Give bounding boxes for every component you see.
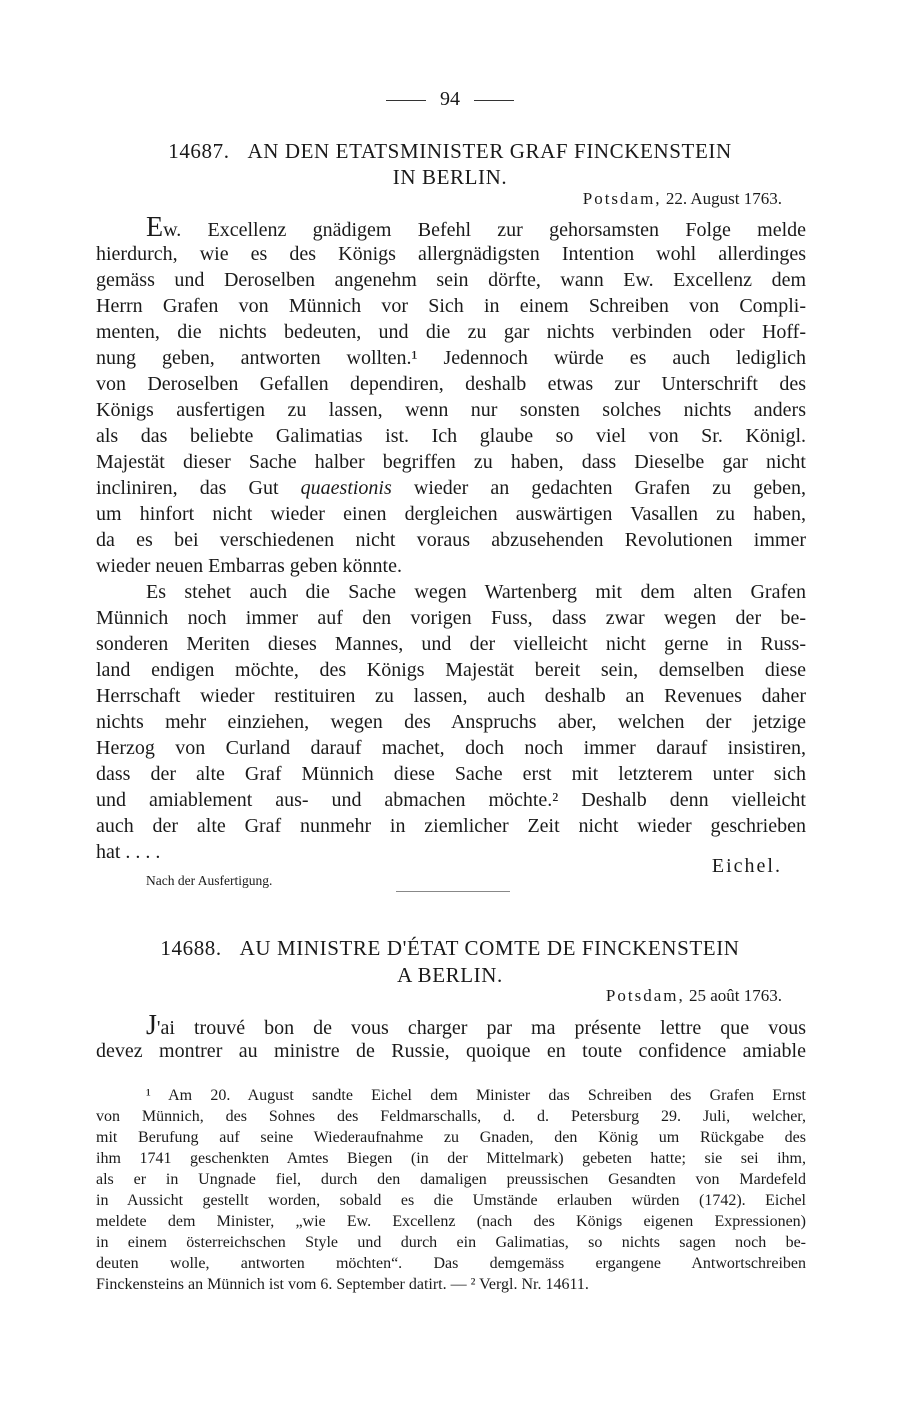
page-number-dash-left: [386, 100, 426, 101]
doc2-number: 14688.: [160, 936, 222, 960]
footnote-line-2: von Münnich, des Sohnes des Feldmarschalls, d. d. Petersburg 29. Juli, welcher,: [96, 1108, 806, 1125]
doc1-heading-line1: [0, 139, 900, 164]
doc1-body-line-5: menten, die nichts bedeuten, und die zu gar nichts verbinden oder Hoff-: [96, 321, 806, 343]
section-separator: [396, 891, 510, 892]
doc1-body-line-21: Herzog von Curland darauf machet, doch noch immer darauf insistiren,: [96, 737, 806, 759]
doc1-body-line-3: gemäss und Deroselben angenehm sein dörfte, wann Ew. Excellenz dem: [96, 269, 806, 291]
doc1-place: Potsdam,: [582, 189, 662, 208]
doc1-date: 22. August 1763.: [665, 189, 782, 208]
doc2-heading-line1: [0, 936, 900, 961]
doc2-body-line-1: J'ai trouvé bon de vous charger par ma présente lettre que vous: [146, 1010, 806, 1041]
footnote-line-7: meldete dem Minister, „wie Ew. Excellenz (nach des Königs eigenen Expressionen): [96, 1213, 806, 1230]
doc2-date: 25 août 1763.: [688, 986, 782, 1005]
doc1-body-line-20: nichts mehr einziehen, wegen des Anspruchs aber, welchen der jetzige: [96, 711, 806, 733]
doc1-body-line-13: da es bei verschiedenen nicht voraus abzusehenden Revolutionen immer: [96, 529, 806, 551]
doc1-initial: E: [146, 212, 164, 243]
doc1-body-line-14: wieder neuen Embarras geben könnte.: [96, 555, 402, 577]
footnote-line-3: mit Berufung auf seine Wiederaufnahme zu Gnaden, den König um Rückgabe des: [96, 1129, 806, 1146]
doc1-title-line2: IN BERLIN.: [392, 165, 508, 189]
doc1-body-line-18: land endigen möchte, des Königs Majestät bereit sein, demselben diese: [96, 659, 806, 681]
doc2-initial: J: [146, 1010, 157, 1041]
doc1-signature: Eichel.: [711, 855, 782, 877]
footnote-line-6: in Aussicht gestellt worden, sobald es die Umstände erlauben würden (1742). Eichel: [96, 1192, 806, 1209]
footnote-line-1: ¹ Am 20. August sandte Eichel dem Minister das Schreiben des Grafen Ernst: [146, 1087, 806, 1104]
page-number-dash-right: [474, 100, 514, 101]
footnote-line-9: deuten wolle, antworten möchten“. Das demgemäss ergangene Antwortschreiben: [96, 1255, 806, 1272]
doc2-title-line1: AU MINISTRE D'ÉTAT COMTE DE FINCKENSTEIN: [239, 936, 740, 960]
doc1-body-line-15: Es stehet auch die Sache wegen Wartenberg mit dem alten Grafen: [146, 581, 806, 603]
doc1-body-line-1: Ew. Excellenz gnädigem Befehl zur gehorsamsten Folge melde: [146, 212, 806, 243]
doc1-source-note: Nach der Ausfertigung.: [146, 873, 273, 888]
doc1-body-line-8: Königs ausfertigen zu lassen, wenn nur sonsten solches nichts anders: [96, 399, 806, 421]
doc2-title-line2: A BERLIN.: [397, 963, 503, 987]
doc1-body-line-22: dass der alte Graf Münnich diese Sache erst mit letzterem unter sich: [96, 763, 806, 785]
doc1-body-line-25: hat . . . .: [96, 841, 161, 863]
doc1-body-line-9: als das beliebte Galimatias ist. Ich glaube so viel von Sr. Königl.: [96, 425, 806, 447]
doc1-body-line-17: sonderen Meriten dieses Mannes, und der vielleicht nicht gerne in Russ-: [96, 633, 806, 655]
doc1-body-line-7: von Deroselben Gefallen dependiren, deshalb etwas zur Unterschrift des: [96, 373, 806, 395]
doc2-place-date: [606, 986, 782, 1006]
doc1-body-line-10: Majestät dieser Sache halber begriffen zu haben, dass Dieselbe gar nicht: [96, 451, 806, 473]
page-number: 94: [0, 88, 900, 111]
doc1-number: 14687.: [168, 139, 230, 163]
doc1-body-line-16: Münnich noch immer auf den vorigen Fuss, dass zwar wegen der be-: [96, 607, 806, 629]
doc1-body-line-6: nung geben, antworten wollten.¹ Jedennoch würde es auch lediglich: [96, 347, 806, 369]
footnote-line-4: ihm 1741 geschenkten Amtes Biegen (in der Mittelmark) gebeten hatte; sie sei ihm,: [96, 1150, 806, 1167]
footnote-line-8: in einem österreichschen Style und durch ein Galimatias, so nichts sagen noch be-: [96, 1234, 806, 1251]
footnote-line-10: Finckensteins an Münnich ist vom 6. September datirt. — ² Vergl. Nr. 14611.: [96, 1276, 589, 1293]
doc1-italic-term: quaestionis: [300, 477, 392, 499]
doc1-body-line-24: auch der alte Graf nunmehr in ziemlicher Zeit nicht wieder geschrieben: [96, 815, 806, 837]
doc1-body-line-19: Herrschaft wieder restituiren zu lassen, auch deshalb an Revenues daher: [96, 685, 806, 707]
doc1-title-line1: AN DEN ETATSMINISTER GRAF FINCKENSTEIN: [247, 139, 732, 163]
doc1-body-line-12: um hinfort nicht wieder einen dergleichen auswärtigen Vasallen zu haben,: [96, 503, 806, 525]
doc1-body-line-4: Herrn Grafen von Münnich vor Sich in einem Schreiben von Compli-: [96, 295, 806, 317]
doc2-place: Potsdam,: [605, 986, 685, 1005]
footnote-line-5: als er in Ungnade fiel, durch den damaligen preussischen Gesandten von Mardefeld: [96, 1171, 806, 1188]
doc2-body-line-2: devez montrer au ministre de Russie, quoique en toute confidence amiable: [96, 1040, 806, 1062]
doc1-body-line-23: und amiablement aus- und abmachen möchte.² Deshalb denn vielleicht: [96, 789, 806, 811]
doc1-body-line-2: hierdurch, wie es des Königs allergnädigsten Intention wohl allerdinges: [96, 243, 806, 265]
doc1-body-line-11: incliniren, das Gut quaestionis wieder an gedachten Grafen zu geben,: [96, 477, 806, 499]
doc1-place-date: [583, 189, 782, 209]
